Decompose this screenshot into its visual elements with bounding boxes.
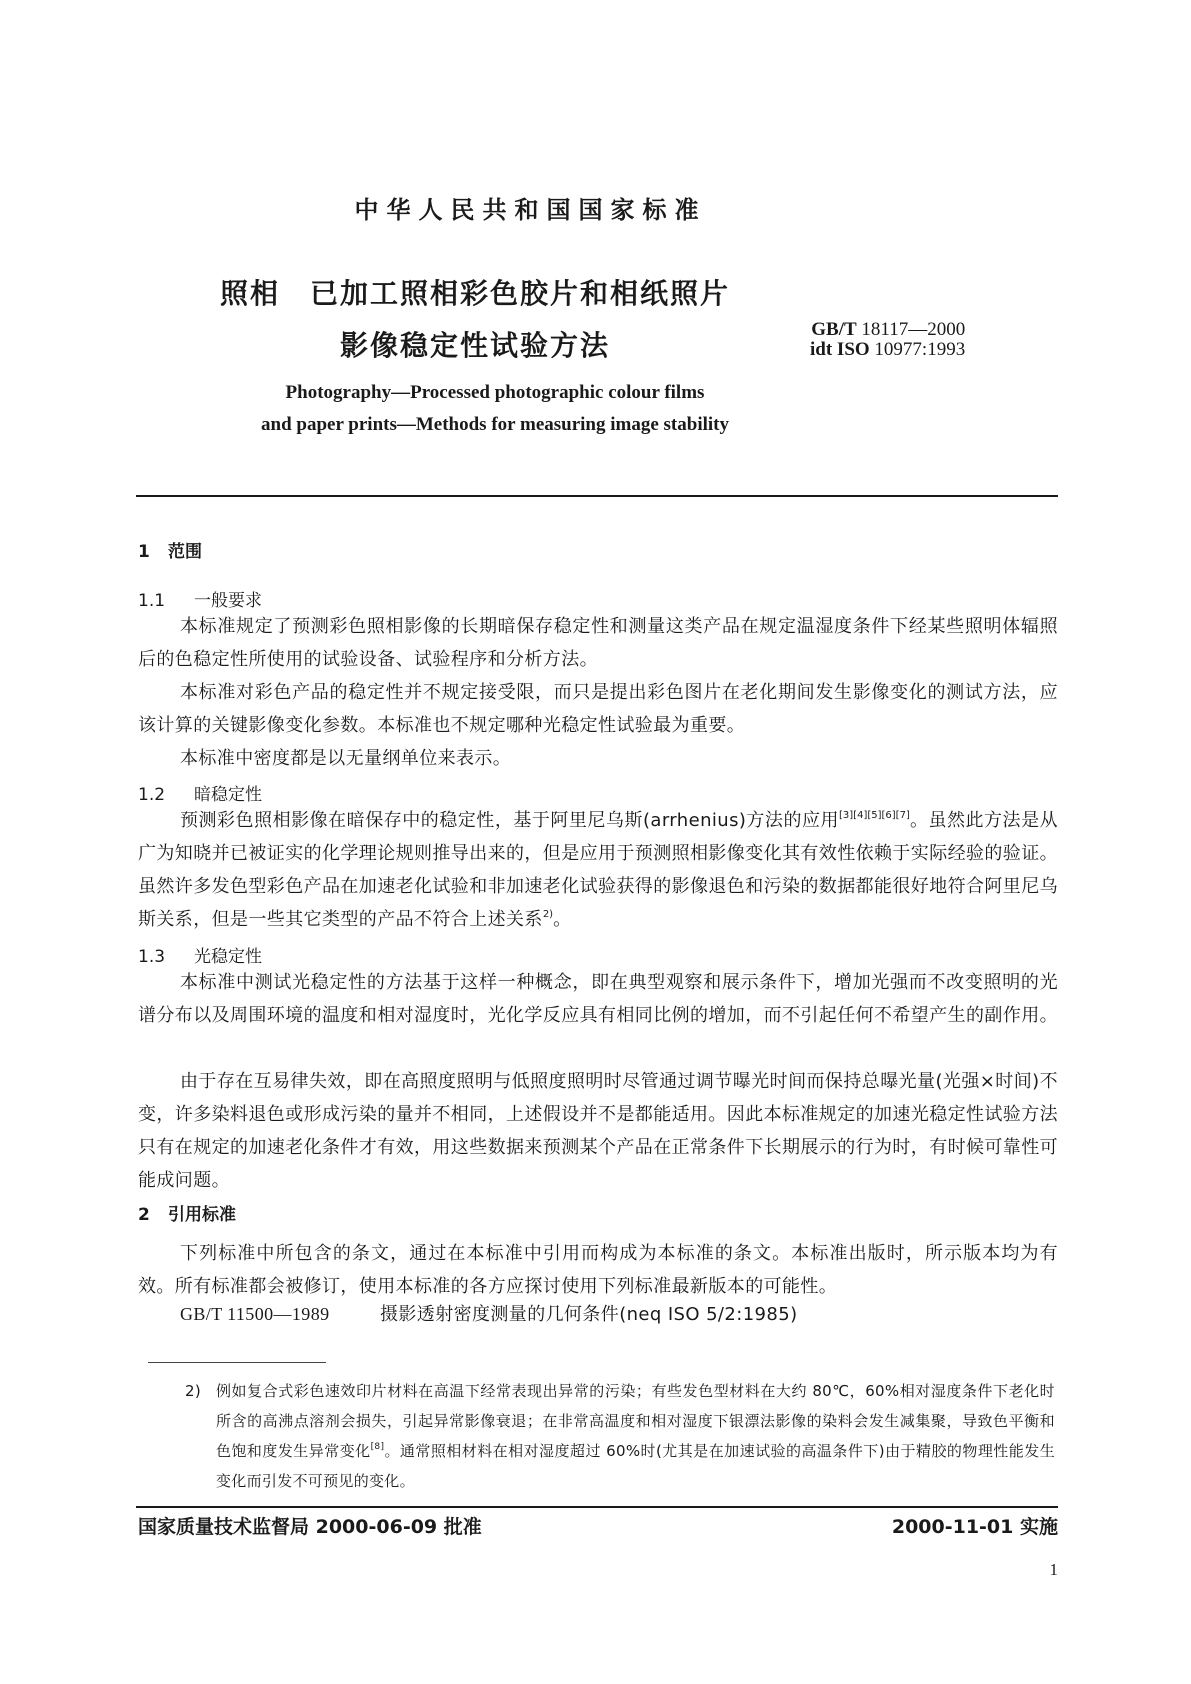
footnote-text: 例如复合式彩色速效印片材料在高温下经常表现出异常的污染；有些发色型材料在大约 80℃，60%相对湿度条件下老化时所含的高沸点溶剂会损失，引起异常影像衰退；在非常高温度和相对湿度下银漂法影像的染料会发生减集聚，导致色平衡和色饱和度发生异常变化 [216, 1382, 1055, 1460]
footnote-text: 。通常照相材料在相对湿度超过 60%时(尤其是在加速试验的高温条件下)由于精胶的物理性能发生变化而引发不可预见的变化。 [216, 1442, 1055, 1490]
idt-prefix: idt ISO [810, 339, 870, 360]
paragraph-1-1-c: 本标准中密度都是以无量纲单位来表示。 [180, 748, 512, 769]
footnote-separator [148, 1362, 326, 1363]
subsection-number: 1.3 [138, 947, 166, 967]
subsection-1-3-heading [138, 942, 262, 967]
subsection-number: 1.1 [138, 591, 166, 611]
code-number: 18117—2000 [861, 319, 966, 340]
page-number: 1 [1049, 1560, 1058, 1579]
chinese-title-line2: 影像稳定性试验方法 [340, 329, 611, 362]
section-title: 引用标准 [168, 1205, 236, 1225]
standard-code-block [810, 320, 965, 360]
section-number: 1 [138, 542, 150, 562]
paragraph-text: 。 [553, 909, 572, 930]
footnote [185, 1376, 1055, 1496]
paragraph-1-2 [138, 804, 1058, 936]
section-1-heading [138, 537, 202, 562]
subsection-number: 1.2 [138, 785, 166, 805]
subsection-1-2-heading [138, 780, 262, 805]
reference-title: 摄影透射密度测量的几何条件(neq ISO 5/2:1985) [380, 1304, 798, 1325]
national-standard-heading: 中华人民共和国国家标准 [354, 196, 707, 224]
paragraph-2: 下列标准中所包含的条文，通过在本标准中引用而构成为本标准的条文。本标准出版时，所示版本均为有效。所有标准都会被修订，使用本标准的各方应探讨使用下列标准最新版本的可能性。 [138, 1243, 1058, 1297]
approval-line: 国家质量技术监督局 2000-06-09 批准 [138, 1516, 482, 1538]
reference-code: GB/T 11500—1989 [180, 1304, 330, 1324]
paragraph-1-1-a: 本标准规定了预测彩色照相影像的长期暗保存稳定性和测量这类产品在规定温湿度条件下经某些照明体辐照后的色稳定性所使用的试验设备、试验程序和分析方法。 [138, 616, 1058, 670]
subsection-title: 暗稳定性 [194, 785, 262, 805]
english-title-line2: and paper prints—Methods for measuring image stability [261, 414, 729, 435]
idt-number: 10977:1993 [874, 339, 966, 360]
footnote-citation: [8] [370, 1442, 385, 1452]
subsection-title: 光稳定性 [194, 947, 262, 967]
paragraph-1-1-b: 本标准对彩色产品的稳定性并不规定接受限，而只是提出彩色图片在老化期间发生影像变化的测试方法，应该计算的关键影像变化参数。本标准也不规定哪种光稳定性试验最为重要。 [138, 682, 1058, 736]
section-2-heading [138, 1200, 236, 1225]
footnote-mark: 2) [185, 1382, 201, 1400]
citation-ref: [3][4][5][6][7] [839, 810, 910, 821]
subsection-1-1-heading [138, 586, 262, 611]
subsection-title: 一般要求 [194, 591, 262, 611]
section-title: 范围 [168, 542, 202, 562]
paragraph-text: 。虽然此方法是从广为知晓并已被证实的化学理论规则推导出来的，但是应用于预测照相影像变化其有效性依赖于实际经验的验证。虽然许多发色型彩色产品在加速老化试验和非加速老化试验获得的影像退色和污染的数据都能很好地符合阿里尼乌斯关系，但是一些其它类型的产品不符合上述关系 [138, 810, 1058, 930]
footnote-ref: 2) [542, 909, 554, 920]
implementation-line: 2000-11-01 实施 [891, 1516, 1058, 1538]
section-number: 2 [138, 1205, 150, 1225]
header-divider [136, 495, 1058, 497]
normative-reference [180, 1300, 798, 1326]
paragraph-text: 预测彩色照相影像在暗保存中的稳定性，基于阿里尼乌斯(arrhenius)方法的应用 [180, 810, 840, 831]
paragraph-1-3-b: 由于存在互易律失效，即在高照度照明与低照度照明时尽管通过调节曝光时间而保持总曝光量(光强×时间)不变，许多染料退色或形成污染的量并不相同，上述假设并不是都能适用。因此本标准规定的加速光稳定性试验方法只有在规定的加速老化条件才有效，用这些数据来预测某个产品在正常条件下长期展示的行为时，有时候可靠性可能成问题。 [138, 1071, 1058, 1191]
code-prefix: GB/T [811, 319, 857, 340]
english-title-line1: Photography—Processed photographic colour films [285, 382, 705, 403]
paragraph-1-3-a: 本标准中测试光稳定性的方法基于这样一种概念，即在典型观察和展示条件下，增加光强而不改变照明的光谱分布以及周围环境的温度和相对湿度时，光化学反应具有相同比例的增加，而不引起任何不希望产生的副作用。 [138, 972, 1058, 1026]
chinese-title-line1: 照相 已加工照相彩色胶片和相纸照片 [220, 277, 731, 310]
footer-divider [136, 1506, 1058, 1508]
